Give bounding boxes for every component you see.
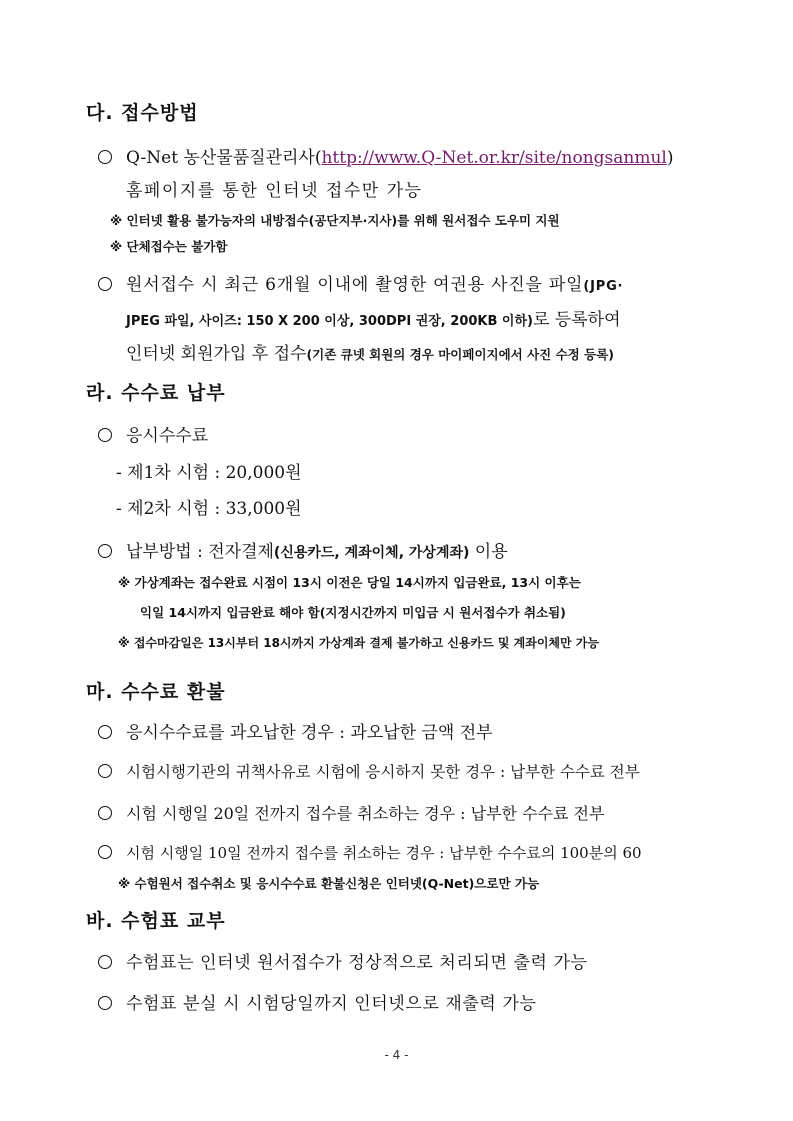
list-item [98,270,623,295]
section-heading-da: 다. 접수방법 [86,102,199,124]
list-item-continuation [126,339,614,364]
circle-bullet-icon [98,428,112,442]
fee-line: - 제1차 시험 : 20,000원 [116,463,302,483]
note-text: ※ 수험원서 접수취소 및 응시수수료 환불신청은 인터넷(Q-Net)으로만 가능 [118,876,540,891]
section-heading-ra: 라. 수수료 납부 [86,382,226,404]
item-text: (기존 큐넷 회원의 경우 마이페이지에서 사진 수정 등록) [306,347,614,362]
section-heading-ba: 바. 수험표 교부 [86,910,226,932]
item-text: 시험 시행일 10일 전까지 접수를 취소하는 경우 : 납부한 수수료의 100분의 60 [126,844,642,862]
item-text: 원서접수 시 최근 6개월 이내에 촬영한 여권용 사진을 파일 [126,275,584,295]
list-item [98,989,537,1014]
list-item-continuation [126,305,621,330]
circle-bullet-icon [98,277,112,291]
item-text: 응시수수료를 과오납한 경우 : 과오납한 금액 전부 [126,723,493,743]
list-item [98,842,642,863]
item-text: (JPG· [583,279,624,294]
list-item [98,718,493,743]
item-text: 수험표는 인터넷 원서접수가 정상적으로 처리되면 출력 가능 [126,953,588,973]
item-text: ) [666,148,674,168]
item-text: 수험표 분실 시 시험당일까지 인터넷으로 재출력 가능 [126,994,537,1014]
item-text: JPEG 파일, 사이즈: 150 X 200 이상, 300DPI 권장, 200KB 이하) [126,314,533,329]
item-text: 응시수수료 [126,426,209,446]
list-item [98,421,208,446]
note-text: ※ 가상계좌는 접수완료 시점이 13시 이전은 당일 14시까지 입금완료, 13시 이후는 [118,575,581,590]
circle-bullet-icon [98,150,112,164]
qnet-link[interactable]: http://www.Q-Net.or.kr/site/nongsanmul [321,148,667,168]
item-text: 시험시행기관의 귀책사유로 시험에 응시하지 못한 경우 : 납부한 수수료 전부 [126,763,640,781]
circle-bullet-icon [98,955,112,969]
item-text: (신용카드, 계좌이체, 가상계좌) [273,545,470,561]
note-text: 익일 14시까지 입금완료 해야 함(지정시간까지 미입금 시 원서접수가 취소됨) [140,605,566,620]
item-text: 시험 시행일 20일 전까지 접수를 취소하는 경우 : 납부한 수수료 전부 [126,804,605,823]
item-text: Q-Net 농산물품질관리사( [126,148,322,168]
list-item [98,143,673,168]
circle-bullet-icon [98,845,112,859]
item-text: 인터넷 회원가입 후 접수 [126,344,307,364]
circle-bullet-icon [98,725,112,739]
fee-line: - 제2차 시험 : 33,000원 [116,499,302,519]
list-item [98,801,604,824]
circle-bullet-icon [98,764,112,778]
section-heading-ma: 마. 수수료 환불 [86,681,226,703]
item-text: 로 등록하여 [532,310,621,330]
item-text: 납부방법 : 전자결제 [126,542,274,562]
note-text: ※ 인터넷 활용 불가능자의 내방접수(공단지부·지사)를 위해 원서접수 도우미 지원 [110,213,560,228]
circle-bullet-icon [98,806,112,820]
note-text: ※ 접수마감일은 13시부터 18시까지 가상계좌 결제 불가하고 신용카드 및 계좌이체만 가능 [118,636,599,650]
circle-bullet-icon [98,996,112,1010]
item-text: 이용 [469,542,508,562]
circle-bullet-icon [98,544,112,558]
page-number: - 4 - [384,1048,409,1062]
list-item [98,760,640,782]
list-item [98,948,588,973]
list-item-continuation: 홈페이지를 통한 인터넷 접수만 가능 [126,181,423,201]
note-text: ※ 단체접수는 불가함 [110,239,228,254]
list-item [98,537,508,562]
